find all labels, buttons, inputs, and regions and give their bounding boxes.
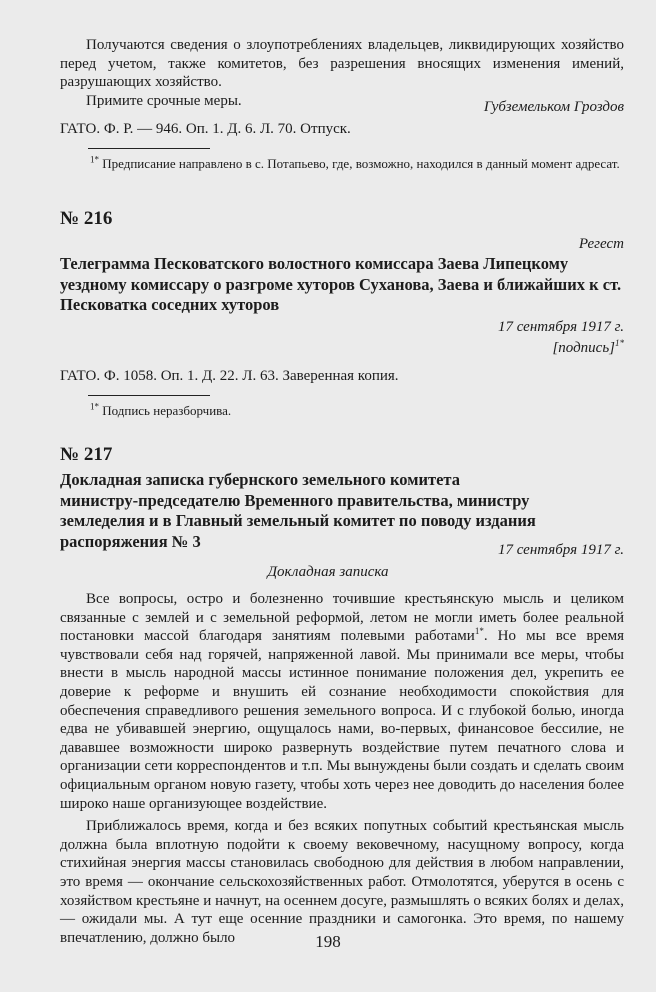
doc-217-subtitle: Докладная записка	[267, 564, 389, 580]
measures-line: Примите срочные меры.	[86, 92, 242, 109]
doc-216-signature	[552, 339, 624, 357]
paragraph-1-part-a: Все вопросы, остро и болезненно точившие крестьянскую мысль и целиком связанные с землей и с земельной реформой, летом не могли иметь более реальной постановки массой благодаря занятиям полевыми работами	[60, 591, 624, 645]
footnote-216	[90, 403, 624, 419]
page-number: 198	[315, 932, 341, 951]
doc-217-number: № 217	[60, 444, 113, 465]
doc-217-date: 17 сентября 1917 г.	[497, 542, 624, 558]
doc-217-paragraph-2: Приближалось время, когда и без всяких попутных событий крестьянская мысль должна была вплотную подойти к своему вековечному, насущному вопросу, когда стихийная энергия массы становилась свободною для действия в любом направлении, это время — окончание сельскохозяйственных работ. Отмолотятся, уберутся в осень с хозяйством крестьяне и начнут, на осеннем досуге, размышлять о всяких болях и делах, — ожидали мы. А тут еще осенние праздники и самогонка. Это время, по нашему впечатлению, должно было	[60, 818, 624, 946]
archive-source-1: ГАТО. Ф. Р. — 946. Оп. 1. Д. 6. Л. 70. Отпуск.	[60, 121, 351, 137]
footnote-divider-1	[88, 148, 210, 149]
footnote-216-mark: 1*	[90, 401, 99, 412]
doc-216-signature-mark: 1*	[615, 338, 624, 348]
doc-216-date: 17 сентября 1917 г.	[497, 319, 624, 335]
doc-217-paragraph-1	[60, 590, 624, 813]
signature-gubzemelkom: Губземельком Гроздов	[483, 99, 624, 115]
doc-216-number: № 216	[60, 208, 113, 229]
paragraph-1-part-b: . Но мы все время чувствовали себя над горячей, напряженной лавой. Мы принимали все меры, чтобы внести в мысль народной массы истинное понимание положения дел, укрепить ее доверие к реформе и внушить ей сознание необходимости спокойствия для обеспечения справедливого решения земельного вопроса. И с глубокой болью, иногда едва не убивавшей энергию, ощущалось нами, во-первых, финансовое бессилие, не дававшее возможности широко развернуть воздействие путем печатного слова и организации сети корреспондентов и т.п. Мы вынуждены были создать и сделать своим официальным органом новую газету, чтобы хоть через нее доводить до населения более широко наше организующее воздействие.	[60, 628, 624, 812]
paragraph-1-footnote-mark: 1*	[474, 626, 484, 637]
footnote-divider-216	[88, 395, 210, 396]
doc-217-body	[60, 590, 624, 947]
doc-216-signature-text: [подпись]	[552, 340, 615, 356]
footnote-1-mark: 1*	[90, 154, 99, 165]
footnote-1-text: Предписание направлено в с. Потапьево, где, возможно, находился в данный момент адресат.	[102, 156, 620, 171]
archive-source-216: ГАТО. Ф. 1058. Оп. 1. Д. 22. Л. 63. Заверенная копия.	[60, 368, 399, 384]
doc-217-title: Докладная записка губернского земельного комитета министру-председателю Временного правительства, министру земледелия и в Главный земельный комитет по поводу издания распоряжения № 3	[60, 470, 536, 551]
footnote-216-text: Подпись неразборчива.	[102, 403, 232, 418]
footnote-1	[90, 156, 624, 172]
top-paragraph: Получаются сведения о злоупотреблениях владельцев, ликвидирующих хозяйство перед учетом, также комитетов, без разрешения вносящих изменения имений, разрушающих хозяйство.	[60, 37, 624, 91]
doc-216-title: Телеграмма Песковатского волостного комиссара Заева Липецкому уездному комиссару о разгроме хуторов Суханова, Заева и ближайших к ст. Песковатка соседних хуторов	[60, 254, 622, 314]
doc-216-label: Регест	[578, 236, 624, 252]
